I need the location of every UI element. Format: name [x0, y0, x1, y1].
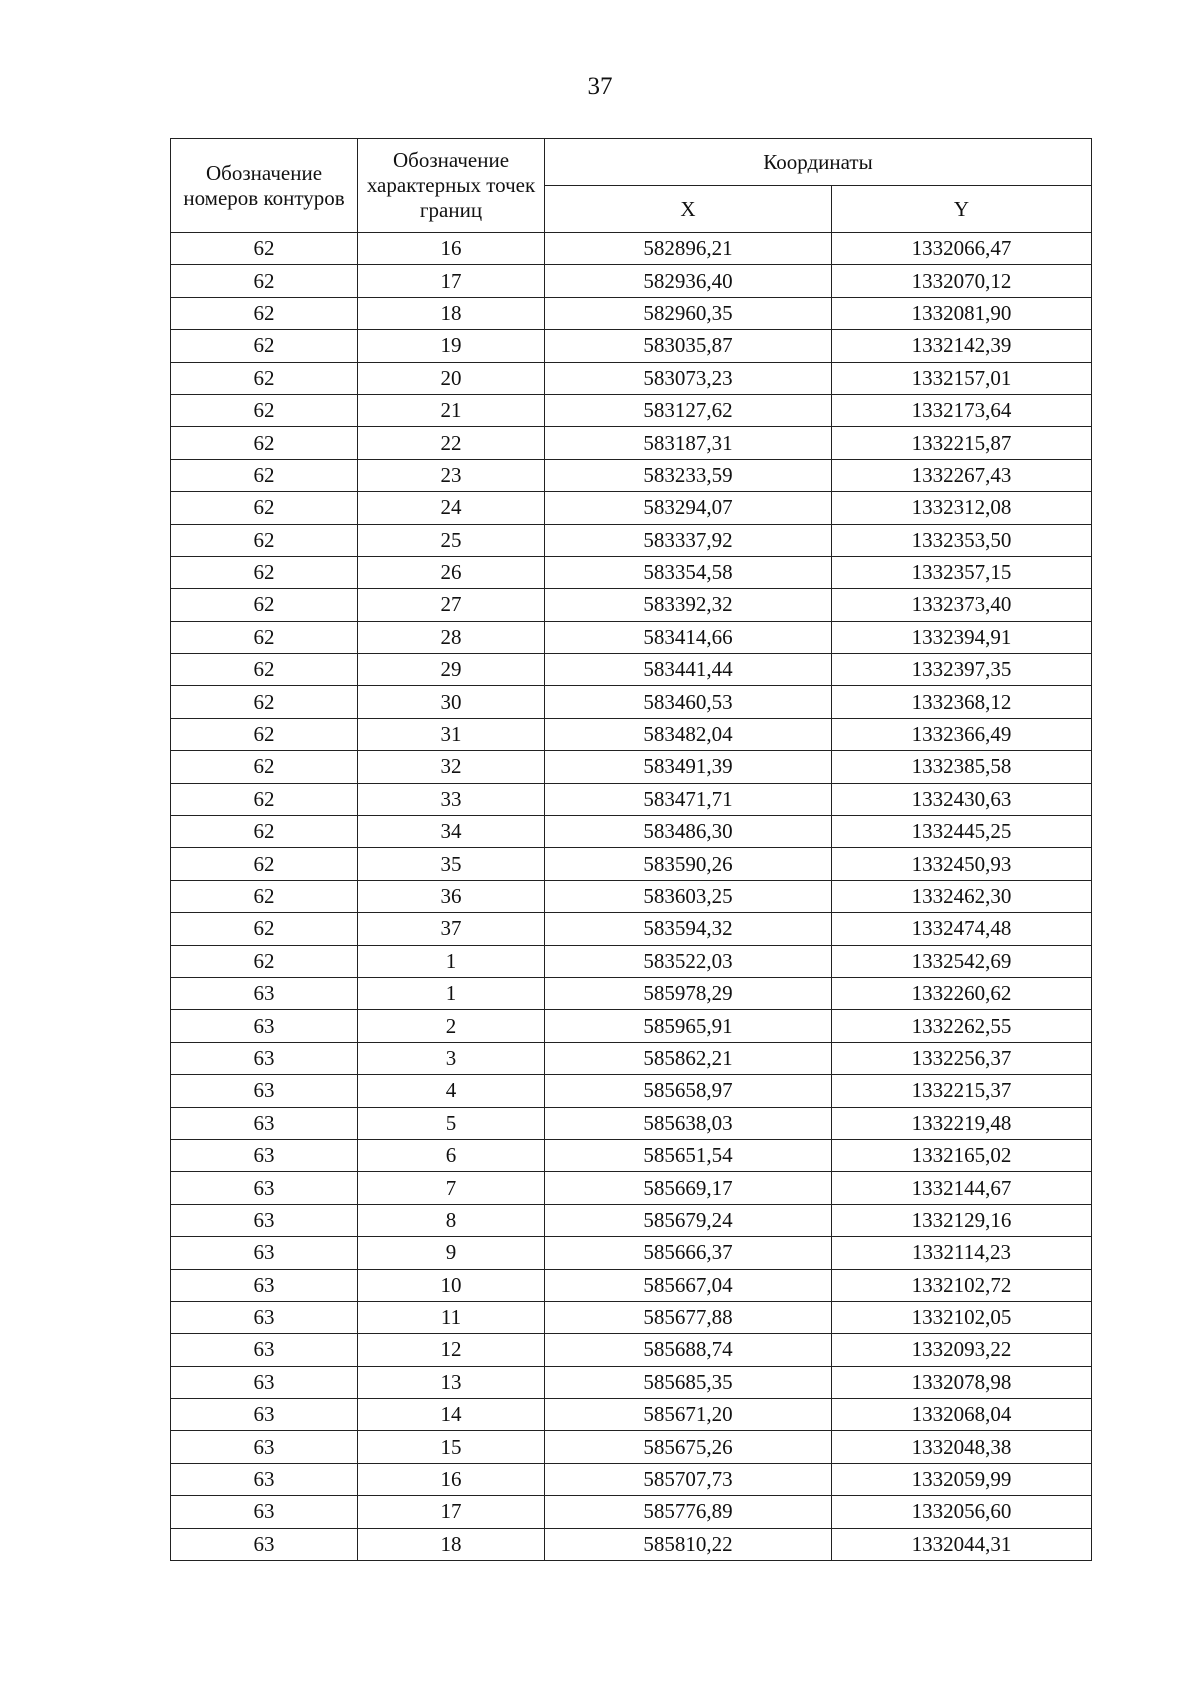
table-row [171, 913, 1092, 945]
table-row [171, 1172, 1092, 1204]
cell-point-number: 8 [358, 1204, 545, 1236]
cell-x: 585671,20 [545, 1399, 832, 1431]
cell-x: 583392,32 [545, 589, 832, 621]
cell-point-number: 22 [358, 427, 545, 459]
table-row [171, 1269, 1092, 1301]
table-row [171, 556, 1092, 588]
cell-contour-number: 63 [171, 1528, 358, 1560]
table-row [171, 718, 1092, 750]
cell-y: 1332157,01 [832, 362, 1092, 394]
cell-y: 1332070,12 [832, 265, 1092, 297]
cell-y: 1332068,04 [832, 1399, 1092, 1431]
table-row [171, 330, 1092, 362]
cell-contour-number: 63 [171, 1269, 358, 1301]
cell-y: 1332114,23 [832, 1237, 1092, 1269]
cell-y: 1332048,38 [832, 1431, 1092, 1463]
cell-y: 1332102,05 [832, 1301, 1092, 1333]
cell-point-number: 28 [358, 621, 545, 653]
page-number: 37 [587, 73, 613, 100]
table-row [171, 816, 1092, 848]
cell-y: 1332066,47 [832, 233, 1092, 265]
cell-x: 583187,31 [545, 427, 832, 459]
cell-point-number: 27 [358, 589, 545, 621]
table-row [171, 783, 1092, 815]
cell-y: 1332165,02 [832, 1139, 1092, 1171]
cell-x: 583073,23 [545, 362, 832, 394]
cell-point-number: 32 [358, 751, 545, 783]
cell-point-number: 6 [358, 1139, 545, 1171]
cell-point-number: 29 [358, 654, 545, 686]
cell-point-number: 4 [358, 1075, 545, 1107]
cell-x: 583471,71 [545, 783, 832, 815]
table-row [171, 945, 1092, 977]
table-row [171, 1496, 1092, 1528]
table-row [171, 1042, 1092, 1074]
cell-point-number: 11 [358, 1301, 545, 1333]
cell-y: 1332312,08 [832, 492, 1092, 524]
table-row [171, 265, 1092, 297]
cell-y: 1332394,91 [832, 621, 1092, 653]
table-row [171, 977, 1092, 1009]
table-row [171, 1010, 1092, 1042]
cell-contour-number: 62 [171, 751, 358, 783]
cell-contour-number: 62 [171, 394, 358, 426]
cell-x: 585810,22 [545, 1528, 832, 1560]
cell-x: 585965,91 [545, 1010, 832, 1042]
cell-y: 1332450,93 [832, 848, 1092, 880]
cell-point-number: 16 [358, 1463, 545, 1495]
table-row [171, 686, 1092, 718]
table-row [171, 492, 1092, 524]
cell-contour-number: 63 [171, 1107, 358, 1139]
cell-x: 585669,17 [545, 1172, 832, 1204]
cell-y: 1332474,48 [832, 913, 1092, 945]
cell-contour-number: 63 [171, 1366, 358, 1398]
cell-contour-number: 62 [171, 330, 358, 362]
cell-point-number: 20 [358, 362, 545, 394]
cell-x: 583594,32 [545, 913, 832, 945]
cell-point-number: 23 [358, 459, 545, 491]
cell-contour-number: 63 [171, 1010, 358, 1042]
cell-y: 1332462,30 [832, 880, 1092, 912]
cell-x: 583486,30 [545, 816, 832, 848]
cell-contour-number: 62 [171, 783, 358, 815]
cell-point-number: 17 [358, 265, 545, 297]
table-row [171, 1463, 1092, 1495]
cell-y: 1332215,37 [832, 1075, 1092, 1107]
cell-y: 1332445,25 [832, 816, 1092, 848]
cell-contour-number: 62 [171, 621, 358, 653]
cell-x: 583590,26 [545, 848, 832, 880]
cell-y: 1332102,72 [832, 1269, 1092, 1301]
cell-x: 585666,37 [545, 1237, 832, 1269]
cell-contour-number: 62 [171, 816, 358, 848]
header-coordinates: Координаты [545, 139, 1092, 186]
header-point-designation: Обозначение характерных точек границ [358, 139, 545, 233]
cell-x: 583414,66 [545, 621, 832, 653]
header-y: Y [832, 186, 1092, 233]
cell-contour-number: 62 [171, 524, 358, 556]
cell-y: 1332397,35 [832, 654, 1092, 686]
cell-x: 583603,25 [545, 880, 832, 912]
cell-x: 585707,73 [545, 1463, 832, 1495]
cell-point-number: 7 [358, 1172, 545, 1204]
cell-y: 1332219,48 [832, 1107, 1092, 1139]
cell-x: 585638,03 [545, 1107, 832, 1139]
table-row [171, 589, 1092, 621]
cell-x: 585978,29 [545, 977, 832, 1009]
cell-point-number: 37 [358, 913, 545, 945]
table-row [171, 1139, 1092, 1171]
cell-x: 585688,74 [545, 1334, 832, 1366]
cell-point-number: 35 [358, 848, 545, 880]
cell-point-number: 31 [358, 718, 545, 750]
table-row [171, 880, 1092, 912]
cell-y: 1332542,69 [832, 945, 1092, 977]
cell-y: 1332173,64 [832, 394, 1092, 426]
cell-contour-number: 63 [171, 1237, 358, 1269]
cell-y: 1332078,98 [832, 1366, 1092, 1398]
cell-y: 1332430,63 [832, 783, 1092, 815]
table-row [171, 233, 1092, 265]
cell-contour-number: 62 [171, 427, 358, 459]
cell-x: 585667,04 [545, 1269, 832, 1301]
cell-y: 1332142,39 [832, 330, 1092, 362]
cell-contour-number: 63 [171, 1496, 358, 1528]
cell-point-number: 26 [358, 556, 545, 588]
cell-contour-number: 62 [171, 654, 358, 686]
cell-contour-number: 62 [171, 492, 358, 524]
cell-point-number: 33 [358, 783, 545, 815]
cell-point-number: 36 [358, 880, 545, 912]
table-row [171, 459, 1092, 491]
cell-contour-number: 63 [171, 1431, 358, 1463]
cell-contour-number: 62 [171, 848, 358, 880]
cell-x: 585776,89 [545, 1496, 832, 1528]
table-row [171, 1528, 1092, 1560]
cell-y: 1332215,87 [832, 427, 1092, 459]
cell-point-number: 5 [358, 1107, 545, 1139]
cell-x: 582960,35 [545, 297, 832, 329]
cell-contour-number: 62 [171, 880, 358, 912]
table-row [171, 1204, 1092, 1236]
table-body [171, 233, 1092, 1561]
coordinates-table [170, 138, 1092, 1561]
cell-contour-number: 62 [171, 297, 358, 329]
cell-x: 583127,62 [545, 394, 832, 426]
cell-contour-number: 63 [171, 1334, 358, 1366]
cell-point-number: 9 [358, 1237, 545, 1269]
cell-contour-number: 62 [171, 265, 358, 297]
cell-x: 583441,44 [545, 654, 832, 686]
cell-point-number: 16 [358, 233, 545, 265]
table-row [171, 621, 1092, 653]
cell-y: 1332357,15 [832, 556, 1092, 588]
cell-point-number: 13 [358, 1366, 545, 1398]
cell-point-number: 15 [358, 1431, 545, 1463]
cell-point-number: 1 [358, 977, 545, 1009]
cell-contour-number: 63 [171, 1204, 358, 1236]
cell-y: 1332093,22 [832, 1334, 1092, 1366]
cell-y: 1332353,50 [832, 524, 1092, 556]
cell-point-number: 18 [358, 1528, 545, 1560]
cell-contour-number: 62 [171, 686, 358, 718]
table-row [171, 362, 1092, 394]
cell-point-number: 34 [358, 816, 545, 848]
cell-x: 583233,59 [545, 459, 832, 491]
cell-x: 583354,58 [545, 556, 832, 588]
cell-y: 1332373,40 [832, 589, 1092, 621]
cell-x: 583482,04 [545, 718, 832, 750]
cell-y: 1332044,31 [832, 1528, 1092, 1560]
table-row [171, 1334, 1092, 1366]
cell-point-number: 21 [358, 394, 545, 426]
cell-contour-number: 63 [171, 1042, 358, 1074]
table-row [171, 848, 1092, 880]
cell-x: 583491,39 [545, 751, 832, 783]
table-row [171, 1107, 1092, 1139]
cell-point-number: 1 [358, 945, 545, 977]
table-row [171, 654, 1092, 686]
cell-point-number: 30 [358, 686, 545, 718]
table-header [171, 139, 1092, 233]
cell-point-number: 3 [358, 1042, 545, 1074]
cell-point-number: 18 [358, 297, 545, 329]
cell-point-number: 10 [358, 1269, 545, 1301]
table-row [171, 1366, 1092, 1398]
cell-x: 583460,53 [545, 686, 832, 718]
cell-point-number: 2 [358, 1010, 545, 1042]
table-row [171, 1075, 1092, 1107]
cell-y: 1332144,67 [832, 1172, 1092, 1204]
cell-x: 585658,97 [545, 1075, 832, 1107]
table-row [171, 1301, 1092, 1333]
cell-x: 585862,21 [545, 1042, 832, 1074]
header-x: X [545, 186, 832, 233]
cell-x: 582936,40 [545, 265, 832, 297]
table-row [171, 394, 1092, 426]
cell-contour-number: 63 [171, 977, 358, 1009]
cell-point-number: 17 [358, 1496, 545, 1528]
cell-contour-number: 63 [171, 1139, 358, 1171]
cell-y: 1332059,99 [832, 1463, 1092, 1495]
cell-y: 1332366,49 [832, 718, 1092, 750]
cell-x: 585685,35 [545, 1366, 832, 1398]
cell-contour-number: 62 [171, 589, 358, 621]
table-row [171, 1399, 1092, 1431]
cell-contour-number: 62 [171, 362, 358, 394]
cell-point-number: 12 [358, 1334, 545, 1366]
cell-y: 1332368,12 [832, 686, 1092, 718]
cell-x: 583522,03 [545, 945, 832, 977]
table-row [171, 1237, 1092, 1269]
cell-y: 1332262,55 [832, 1010, 1092, 1042]
cell-x: 583035,87 [545, 330, 832, 362]
cell-x: 585675,26 [545, 1431, 832, 1463]
cell-point-number: 24 [358, 492, 545, 524]
table-row [171, 297, 1092, 329]
cell-y: 1332385,58 [832, 751, 1092, 783]
header-contour-number: Обозначение номеров контуров [171, 139, 358, 233]
table-row [171, 524, 1092, 556]
cell-x: 585679,24 [545, 1204, 832, 1236]
cell-contour-number: 62 [171, 913, 358, 945]
cell-contour-number: 63 [171, 1301, 358, 1333]
cell-x: 585677,88 [545, 1301, 832, 1333]
cell-contour-number: 62 [171, 233, 358, 265]
cell-contour-number: 63 [171, 1172, 358, 1204]
cell-contour-number: 62 [171, 556, 358, 588]
cell-contour-number: 63 [171, 1075, 358, 1107]
cell-y: 1332260,62 [832, 977, 1092, 1009]
table-row [171, 751, 1092, 783]
cell-y: 1332256,37 [832, 1042, 1092, 1074]
cell-x: 583337,92 [545, 524, 832, 556]
cell-y: 1332056,60 [832, 1496, 1092, 1528]
cell-point-number: 25 [358, 524, 545, 556]
cell-y: 1332267,43 [832, 459, 1092, 491]
cell-y: 1332081,90 [832, 297, 1092, 329]
cell-x: 585651,54 [545, 1139, 832, 1171]
cell-x: 583294,07 [545, 492, 832, 524]
cell-contour-number: 62 [171, 945, 358, 977]
cell-y: 1332129,16 [832, 1204, 1092, 1236]
cell-contour-number: 63 [171, 1463, 358, 1495]
table-row [171, 427, 1092, 459]
cell-contour-number: 63 [171, 1399, 358, 1431]
cell-x: 582896,21 [545, 233, 832, 265]
cell-point-number: 19 [358, 330, 545, 362]
cell-point-number: 14 [358, 1399, 545, 1431]
cell-contour-number: 62 [171, 459, 358, 491]
cell-contour-number: 62 [171, 718, 358, 750]
table-row [171, 1431, 1092, 1463]
